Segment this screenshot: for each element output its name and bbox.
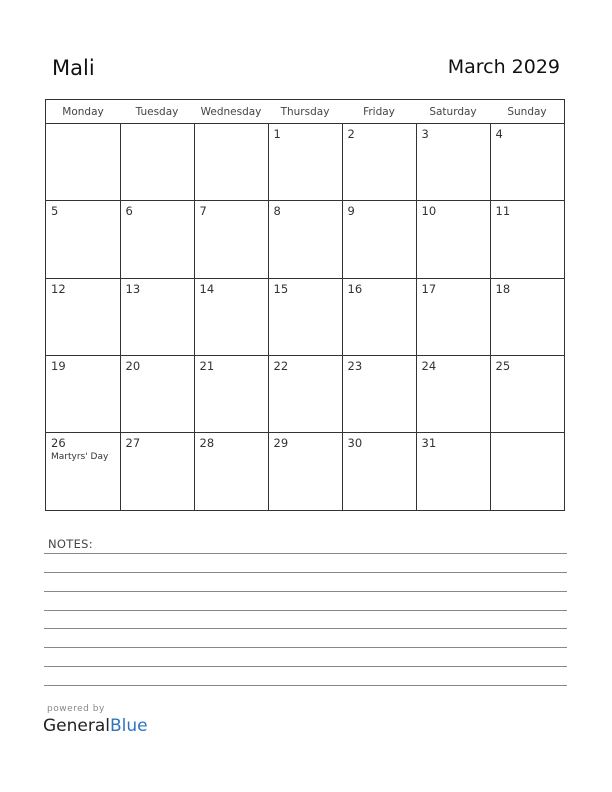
day-number: 29	[273, 436, 289, 451]
note-line	[44, 628, 567, 629]
day-cell	[268, 355, 342, 432]
weekday-saturday: Saturday	[416, 100, 490, 124]
day-number: 6	[125, 204, 133, 219]
brand-general-text: General	[43, 716, 110, 736]
weekday-thursday: Thursday	[268, 100, 342, 124]
day-number: 5	[51, 204, 59, 219]
note-line	[44, 572, 567, 573]
day-number: 2	[347, 127, 355, 141]
day-cell	[194, 355, 268, 432]
day-number: 22	[273, 358, 289, 373]
week-row-3	[46, 278, 564, 355]
day-cell	[342, 201, 416, 278]
weekday-sunday: Sunday	[490, 100, 564, 124]
day-number: 13	[125, 281, 141, 296]
day-cell	[416, 433, 490, 510]
day-cell	[342, 124, 416, 201]
day-number: 26	[51, 436, 66, 451]
day-number: 20	[125, 358, 141, 373]
week-row-1	[46, 124, 564, 201]
day-number: 8	[273, 204, 281, 219]
day-cell	[490, 201, 564, 278]
day-cell	[416, 355, 490, 432]
note-line	[44, 666, 567, 667]
day-number: 30	[347, 436, 363, 451]
day-number: 25	[495, 358, 511, 373]
day-number: 23	[347, 358, 363, 373]
day-number: 21	[199, 358, 215, 373]
day-cell	[490, 278, 564, 355]
day-cell	[194, 201, 268, 278]
day-cell	[490, 355, 564, 432]
holiday-label: Martyrs' Day	[51, 452, 109, 463]
day-cell	[342, 355, 416, 432]
day-number: 17	[421, 281, 437, 296]
country-title: Mali	[52, 56, 95, 80]
day-cell	[268, 201, 342, 278]
day-cell	[416, 201, 490, 278]
month-title: March 2029	[447, 56, 560, 78]
day-cell	[120, 355, 194, 432]
note-line	[44, 610, 567, 611]
note-line	[44, 553, 567, 554]
day-number: 12	[51, 281, 66, 296]
day-number: 28	[199, 436, 215, 451]
weekday-friday: Friday	[342, 100, 416, 124]
day-cell	[46, 433, 120, 510]
day-number: 4	[495, 127, 503, 141]
day-cell	[268, 433, 342, 510]
day-cell	[46, 278, 120, 355]
day-cell	[268, 124, 342, 201]
note-line	[44, 591, 567, 592]
day-number: 15	[273, 281, 289, 296]
day-number: 19	[51, 358, 66, 373]
day-number: 24	[421, 358, 437, 373]
generalblue-logo[interactable]	[43, 716, 148, 736]
day-cell	[194, 124, 268, 201]
day-cell	[120, 124, 194, 201]
day-cell	[46, 201, 120, 278]
day-number: 31	[421, 436, 437, 451]
week-row-5	[46, 433, 564, 510]
day-cell	[194, 278, 268, 355]
day-number: 14	[199, 281, 215, 296]
powered-by-text: powered by	[47, 704, 105, 714]
notes-label: NOTES:	[48, 537, 93, 551]
note-line	[44, 647, 567, 648]
day-cell	[342, 433, 416, 510]
brand-blue-text: Blue	[110, 716, 148, 736]
weekday-monday: Monday	[46, 100, 120, 124]
day-cell	[194, 433, 268, 510]
week-row-4	[46, 355, 564, 432]
week-row-2	[46, 201, 564, 278]
weekday-header-row	[46, 100, 564, 124]
note-line	[44, 685, 567, 686]
day-number: 18	[495, 281, 511, 296]
day-cell	[416, 124, 490, 201]
day-cell	[46, 355, 120, 432]
day-cell	[342, 278, 416, 355]
day-cell	[416, 278, 490, 355]
day-number: 9	[347, 204, 355, 219]
day-cell	[490, 124, 564, 201]
day-number: 3	[421, 127, 429, 141]
day-number: 27	[125, 436, 141, 451]
day-cell	[120, 201, 194, 278]
day-number: 16	[347, 281, 363, 296]
day-cell	[490, 433, 564, 510]
weekday-tuesday: Tuesday	[120, 100, 194, 124]
day-number: 1	[273, 127, 281, 141]
day-cell	[268, 278, 342, 355]
day-number: 10	[421, 204, 437, 219]
day-cell	[46, 124, 120, 201]
calendar-grid	[45, 99, 565, 511]
day-number: 7	[199, 204, 207, 219]
day-number: 11	[495, 204, 511, 219]
day-cell	[120, 278, 194, 355]
day-cell	[120, 433, 194, 510]
weekday-wednesday: Wednesday	[194, 100, 268, 124]
calendar-table	[46, 100, 564, 510]
